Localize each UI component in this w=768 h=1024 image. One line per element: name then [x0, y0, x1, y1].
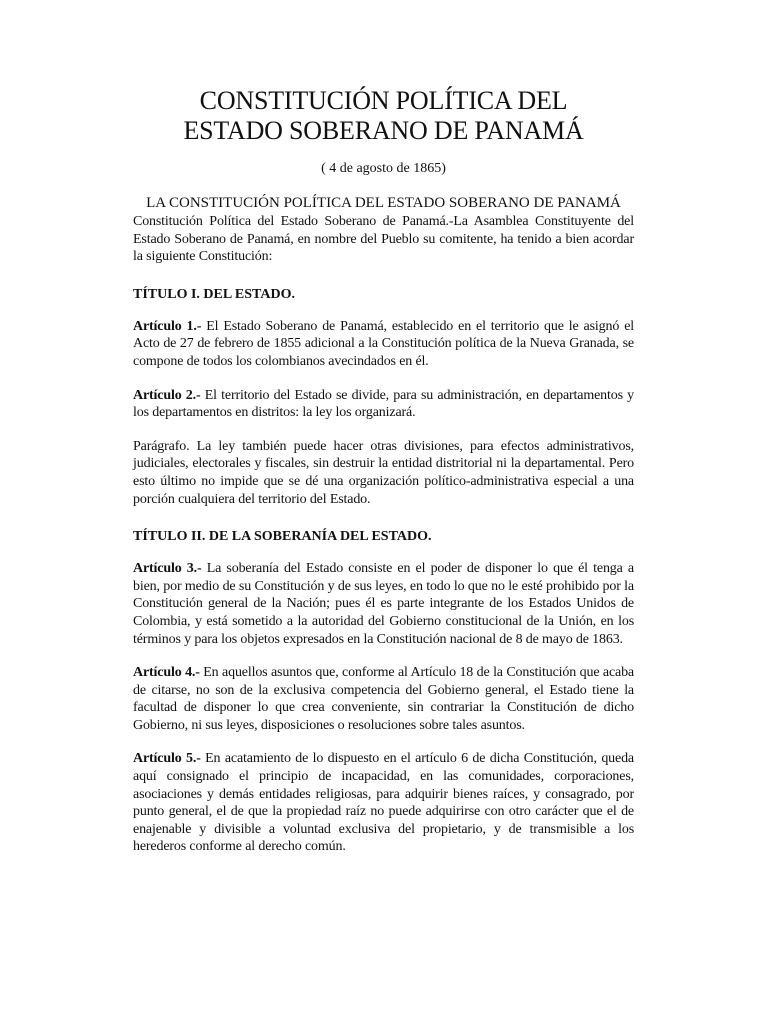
titulo-2-heading: TÍTULO II. DE LA SOBERANÍA DEL ESTADO. [133, 529, 432, 545]
article-3-text: La soberanía del Estado consiste en el poder de disponer lo que él tenga a bien, por medio de su Constitución y de sus leyes, en todo lo que no le esté prohibido por la Constitución general de la Nación; pues él es parte integrante de los Estados Unidos de Colombia, y está sometido a la autoridad del Gobierno constitucional de la Unión, en los términos y para los objetos expresados en la Constitución nacional de 8 de mayo de 1863. [133, 561, 634, 647]
article-5-label: Artículo 5.- [133, 751, 201, 767]
document-title [133, 86, 634, 146]
paragrafo-paragraph: Parágrafo. La ley también puede hacer otras divisiones, para efectos administrativos, judiciales, electorales y fiscales, sin destruir la entidad distritorial ni la departamental. Pero esto último no impide que se dé una organización político-administrativa especial a una porción cualquiera del territorio del Estado. [133, 438, 634, 507]
title-line-2: ESTADO SOBERANO DE PANAMÁ [183, 116, 584, 145]
article-3 [133, 560, 634, 648]
article-2 [133, 387, 634, 422]
article-4 [133, 664, 634, 734]
article-4-label: Artículo 4.- [133, 665, 200, 681]
intro-paragraph: Constitución Política del Estado Soberano de Panamá.-La Asamblea Constituyente del Estado Soberano de Panamá, en nombre del Pueblo su comitente, ha tenido a bien acordar la siguiente Constitución: [133, 214, 634, 265]
article-1-text: El Estado Soberano de Panamá, establecido en el territorio que le asignó el Acto de 27 de febrero de 1855 adicional a la Constitución política de la Nueva Granada, se compone de todos los colombianos avecindados en él. [133, 318, 634, 369]
document-subtitle: LA CONSTITUCIÓN POLÍTICA DEL ESTADO SOBERANO DE PANAMÁ [146, 195, 621, 211]
article-1 [133, 318, 634, 371]
titulo-1-heading: TÍTULO I. DEL ESTADO. [133, 286, 295, 302]
article-3-label: Artículo 3.- [133, 561, 202, 577]
title-line-1: CONSTITUCIÓN POLÍTICA DEL [199, 86, 568, 115]
article-2-text: El territorio del Estado se divide, para su administración, en departamentos y los departamentos en distritos: la ley los organizará. [133, 387, 634, 421]
article-5 [133, 750, 634, 856]
document-date: ( 4 de agosto de 1865) [321, 161, 446, 176]
article-5-text: En acatamiento de lo dispuesto en el artículo 6 de dicha Constitución, queda aquí consignado el principio de incapacidad, en las comunidades, corporaciones, asociaciones y demás entidades religiosas, para adquirir bienes raíces, y consagrado, por punto general, el de que la propiedad raíz no puede adquirirse con otro carácter que el de enajenable y divisible a voluntad exclusiva del propietario, y de transmisible a los herederos conforme al derecho común. [133, 751, 634, 855]
article-4-text: En aquellos asuntos que, conforme al Artículo 18 de la Constitución que acaba de citarse, no son de la exclusiva competencia del Gobierno general, el Estado tiene la facultad de disponer lo que crea conveniente, sin contrariar la Constitución de dicho Gobierno, ni sus leyes, disposiciones o resoluciones sobre tales asuntos. [133, 665, 634, 733]
document-page [133, 86, 634, 856]
article-1-label: Artículo 1.- [133, 318, 202, 334]
article-2-label: Artículo 2.- [133, 387, 201, 403]
